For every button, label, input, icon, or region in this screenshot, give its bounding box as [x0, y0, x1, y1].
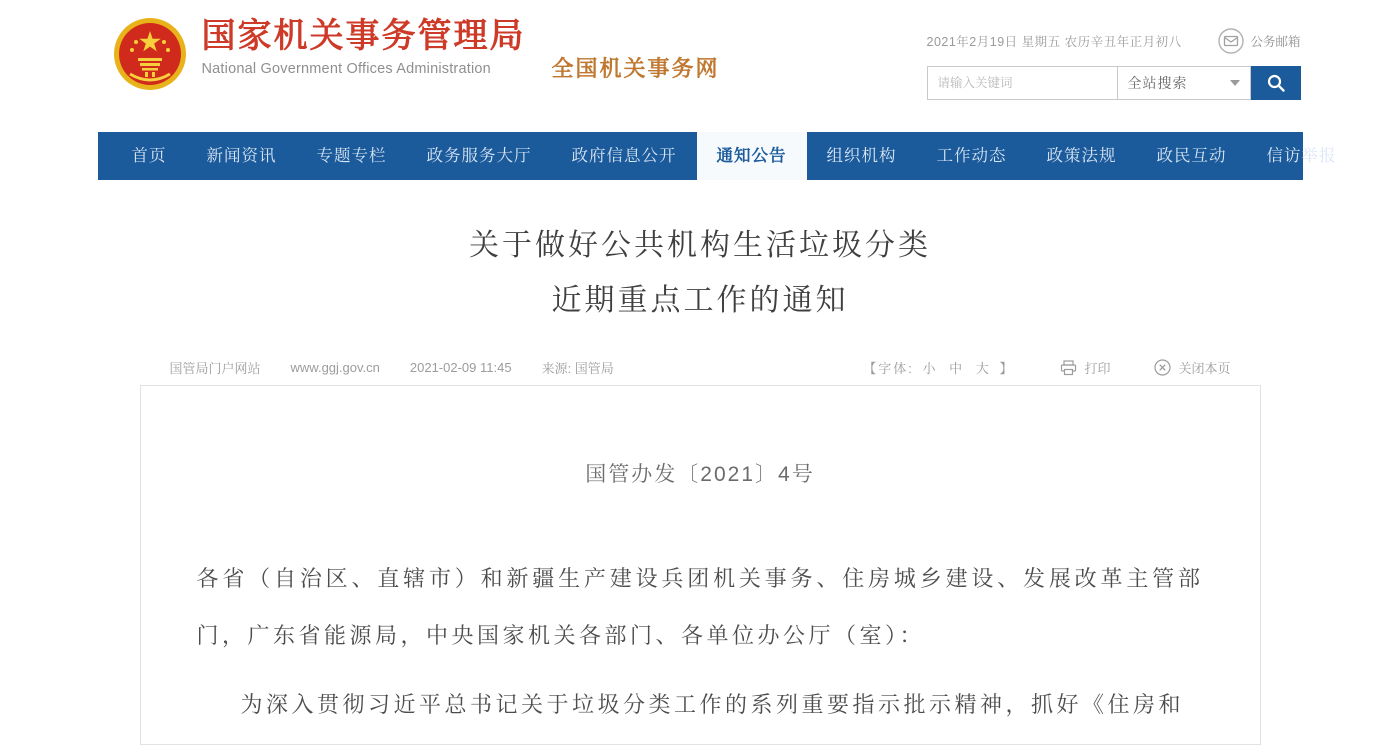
meta-source-site: 国管局门户网站 [169, 361, 261, 376]
font-label-open: 【字体: [863, 361, 914, 376]
site-subtitle: National Government Offices Administration [201, 61, 491, 77]
nav-item-policies[interactable]: 政策法规 [1046, 147, 1117, 165]
article-title-line2: 近期重点工作的通知 [551, 284, 849, 317]
national-emblem-logo[interactable] [112, 16, 188, 92]
article-meta [98, 358, 1303, 377]
mail-label: 公务邮箱 [1250, 35, 1301, 49]
nav-item-home[interactable]: 首页 [131, 147, 167, 165]
page-container [98, 0, 1337, 745]
nav-item-work-dynamics[interactable]: 工作动态 [936, 147, 1007, 165]
nav-item-service-hall[interactable]: 政务服务大厅 [426, 147, 532, 165]
nav-item-info-disclosure[interactable]: 政府信息公开 [571, 147, 677, 165]
document-body [197, 550, 1204, 733]
close-label: 关闭本页 [1178, 361, 1231, 376]
nav-item-notices[interactable]: 通知公告 [697, 132, 807, 180]
document-paragraph-recipients: 各省（自治区、直辖市）和新疆生产建设兵团机关事务、住房城乡建设、发展改革主管部门，广东省能源局，中央国家机关各部门、各单位办公厅（室）： [196, 566, 1204, 648]
site-badge: 全国机关事务网 [551, 56, 720, 81]
article-title [98, 218, 1303, 328]
search-scope-select[interactable] [1117, 66, 1251, 100]
article-meta-right [863, 358, 1230, 377]
document-content-box [140, 385, 1261, 745]
search-button[interactable] [1251, 66, 1301, 100]
close-page-button[interactable] [1154, 358, 1230, 377]
printer-icon [1060, 360, 1077, 376]
nav-item-petition[interactable]: 信访举报 [1266, 147, 1337, 165]
nav-item-special-topics[interactable]: 专题专栏 [316, 147, 387, 165]
meta-site-url[interactable]: www.ggj.gov.cn [290, 360, 380, 375]
document-paragraph-intro: 为深入贯彻习近平总书记关于垃圾分类工作的系列重要指示批示精神，抓好《住房和 [240, 692, 1185, 717]
search-input[interactable] [927, 66, 1117, 100]
official-mail-link[interactable] [1218, 28, 1300, 54]
mail-icon [1218, 28, 1244, 54]
nav-item-organization[interactable]: 组织机构 [826, 147, 897, 165]
site-title: 国家机关事务管理局 [201, 17, 526, 55]
nav-item-news[interactable]: 新闻资讯 [206, 147, 277, 165]
article-title-line1: 关于做好公共机构生活垃圾分类 [469, 229, 931, 262]
font-size-large[interactable]: 大 [975, 361, 991, 376]
date-text: 2021年2月19日 星期五 农历辛丑年正月初八 [926, 35, 1182, 49]
font-label-close: 】 [999, 361, 1015, 376]
document-number: 国管办发〔2021〕4号 [585, 463, 815, 486]
print-button[interactable] [1060, 358, 1110, 377]
article-meta-left [170, 358, 614, 377]
search-scope-label: 全站搜索 [1127, 75, 1188, 91]
site-header [98, 0, 1303, 112]
font-size-medium[interactable]: 中 [949, 361, 965, 376]
print-label: 打印 [1084, 361, 1111, 376]
search-bar [927, 66, 1301, 100]
chevron-down-icon [1230, 80, 1240, 86]
search-icon [1266, 73, 1286, 93]
meta-source: 来源: 国管局 [541, 361, 614, 376]
font-size-small[interactable]: 小 [922, 361, 938, 376]
site-logo-text [202, 16, 526, 77]
header-right [927, 16, 1301, 100]
date-row [927, 28, 1301, 54]
meta-publish-time: 2021-02-09 11:45 [409, 360, 512, 375]
main-nav [98, 132, 1337, 180]
close-icon [1154, 359, 1171, 376]
nav-item-interaction[interactable]: 政民互动 [1156, 147, 1227, 165]
font-size-control [863, 358, 1014, 377]
